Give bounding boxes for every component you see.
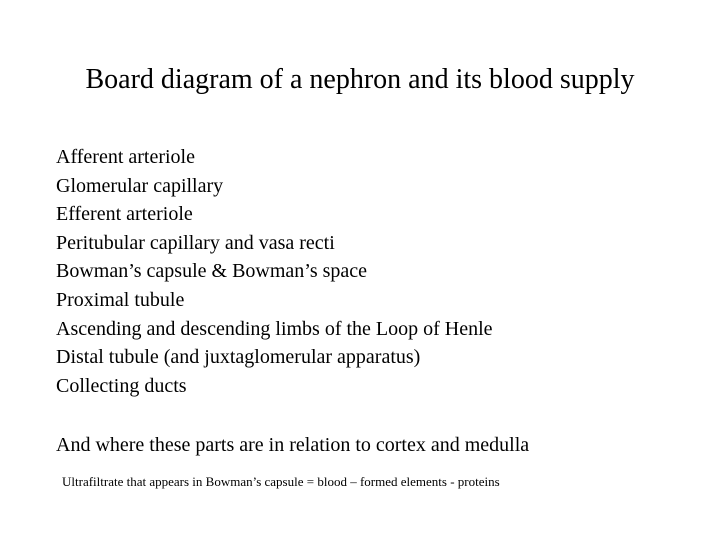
list-item: Bowman’s capsule & Bowman’s space: [56, 260, 368, 283]
list-item: Proximal tubule: [56, 288, 185, 311]
slide-title: Board diagram of a nephron and its blood supply: [85, 64, 635, 95]
nephron-parts-list: [56, 143, 493, 400]
ultrafiltrate-footnote: Ultrafiltrate that appears in Bowman’s capsule = blood – formed elements - proteins: [62, 474, 500, 489]
list-item: Afferent arteriole: [56, 146, 195, 168]
cortex-medulla-question: And where these parts are in relation to cortex and medulla: [56, 434, 530, 456]
list-item: Peritubular capillary and vasa recti: [56, 231, 335, 254]
list-item: Ascending and descending limbs of the Loop of Henle: [56, 317, 493, 340]
list-item: Distal tubule (and juxtaglomerular apparatus): [56, 346, 421, 369]
list-item: Collecting ducts: [56, 374, 187, 397]
list-item: Efferent arteriole: [56, 203, 193, 226]
list-item: Glomerular capillary: [56, 174, 224, 197]
